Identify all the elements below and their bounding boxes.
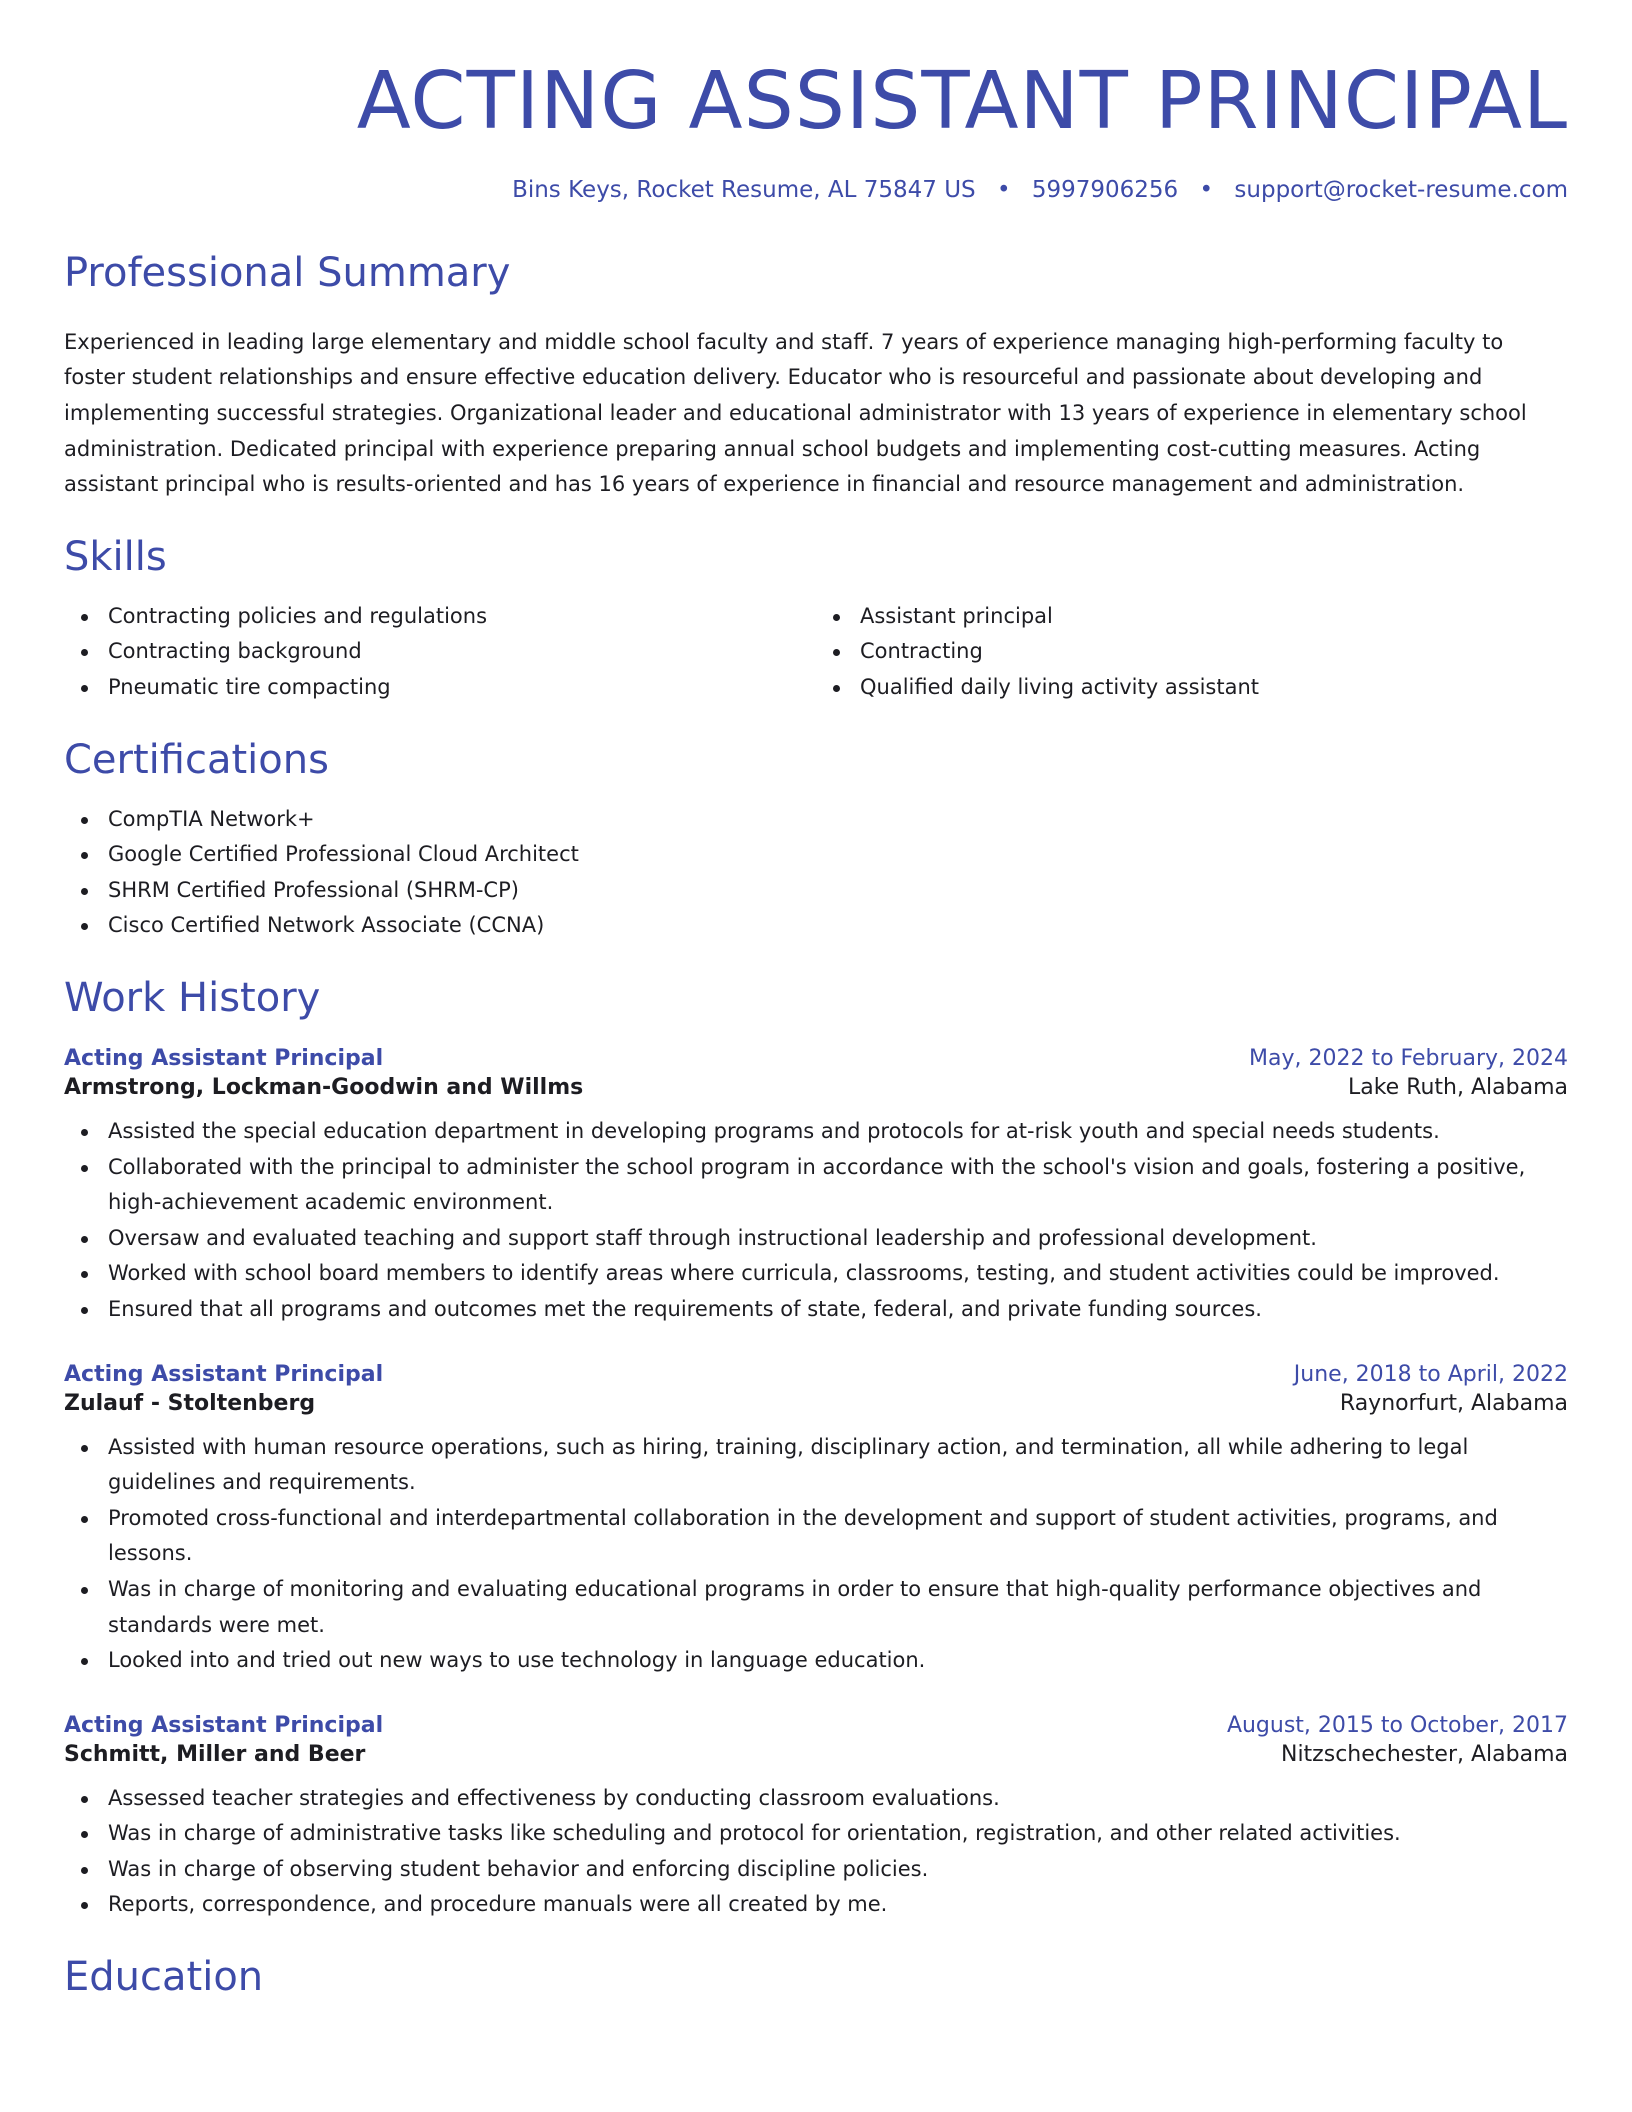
contact-phone: 5997906256 [1031,176,1179,203]
skill-item: Pneumatic tire compacting [64,670,816,706]
certification-item: SHRM Certified Professional (SHRM-CP) [64,873,1568,909]
skills-grid [64,581,1568,706]
job-bullet: Assisted the special education department in developing programs and protocols for at-risk youth and special needs students. [64,1114,1568,1150]
job-bullet: Oversaw and evaluated teaching and support staff through instructional leadership and professional development. [64,1221,1568,1257]
section-heading-work-history: Work History [64,974,321,1021]
job-bullet: Was in charge of observing student behavior and enforcing discipline policies. [64,1852,1568,1888]
section-heading-skills: Skills [64,533,167,580]
skill-item: Qualified daily living activity assistant [816,670,1568,706]
job-bullet: Collaborated with the principal to administer the school program in accordance with the school's vision and goals, fostering a positive, high-achievement academic environment. [64,1150,1568,1221]
job-company: Armstrong, Lockman-Goodwin and Willms [64,1074,584,1100]
job-entry [64,1046,1568,1328]
skills-list-left [64,599,816,706]
skill-item: Contracting [816,634,1568,670]
contact-address: Bins Keys, Rocket Resume, AL 75847 US [512,176,976,203]
job-location: Raynorfurt, Alabama [1339,1390,1568,1416]
job-title: Acting Assistant Principal [64,1712,384,1738]
skills-section [64,533,1568,706]
education-section [64,1953,1568,2001]
job-bullets [64,1781,1568,1923]
certification-item: Cisco Certified Network Associate (CCNA) [64,908,1568,944]
contact-separator: • [1199,176,1214,203]
job-company-row [64,1391,1568,1416]
section-heading-summary: Professional Summary [64,249,511,296]
job-bullet: Was in charge of administrative tasks like scheduling and protocol for orientation, registration, and other related activities. [64,1816,1568,1852]
job-company-row [64,1075,1568,1100]
job-bullet: Worked with school board members to identify areas where curricula, classrooms, testing, and student activities could be improved. [64,1256,1568,1292]
job-dates: August, 2015 to October, 2017 [1226,1712,1568,1738]
job-location: Nitzschechester, Alabama [1280,1741,1568,1767]
section-heading-education: Education [64,1954,264,2001]
work-history-section [64,974,1568,1923]
certifications-list [64,802,1568,944]
job-title: Acting Assistant Principal [64,1045,384,1071]
job-bullet: Ensured that all programs and outcomes met the requirements of state, federal, and private funding sources. [64,1292,1568,1328]
job-header-row [64,1362,1568,1387]
job-header-row [64,1713,1568,1738]
job-company: Zulauf - Stoltenberg [64,1390,316,1416]
resume-header [64,0,1568,203]
summary-section [64,249,1568,503]
job-bullets [64,1114,1568,1328]
job-header-row [64,1046,1568,1071]
certification-item: CompTIA Network+ [64,802,1568,838]
job-location: Lake Ruth, Alabama [1347,1074,1568,1100]
skill-item: Contracting background [64,634,816,670]
contact-line [64,177,1568,203]
skill-item: Assistant principal [816,599,1568,635]
job-bullet: Promoted cross-functional and interdepartmental collaboration in the development and support of student activities, programs, and lessons. [64,1501,1568,1572]
job-bullet: Assessed teacher strategies and effectiveness by conducting classroom evaluations. [64,1781,1568,1817]
contact-separator: • [996,176,1011,203]
job-bullet: Was in charge of monitoring and evaluating educational programs in order to ensure that high-quality performance objectives and standards were met. [64,1572,1568,1643]
job-bullet: Looked into and tried out new ways to use technology in language education. [64,1643,1568,1679]
job-company-row [64,1742,1568,1767]
section-heading-certifications: Certifications [64,736,329,783]
job-entry [64,1362,1568,1679]
job-bullet: Assisted with human resource operations, such as hiring, training, disciplinary action, and termination, all while adhering to legal guidelines and requirements. [64,1430,1568,1501]
certification-item: Google Certified Professional Cloud Architect [64,837,1568,873]
skills-list-right [816,599,1568,706]
job-bullet: Reports, correspondence, and procedure manuals were all created by me. [64,1887,1568,1923]
job-entry [64,1713,1568,1923]
summary-text: Experienced in leading large elementary and middle school faculty and staff. 7 years of experience managing high-performing faculty to foster student relationships and ensure effective education delivery. Educator who is resourceful and passionate about developing and implementing successful strategies. Organizational leader and educational administrator with 13 years of experience in elementary school administration. Dedicated principal with experience preparing annual school budgets and implementing cost-cutting measures. Acting assistant principal who is results-oriented and has 16 years of experience in financial and resource management and administration. [64,329,1527,497]
job-title: Acting Assistant Principal [64,1361,384,1387]
skill-item: Contracting policies and regulations [64,599,816,635]
job-bullets [64,1430,1568,1679]
job-dates: May, 2022 to February, 2024 [1249,1045,1568,1071]
resume-title: ACTING ASSISTANT PRINCIPAL [356,55,1568,147]
contact-email: support@rocket-resume.com [1234,176,1568,203]
job-dates: June, 2018 to April, 2022 [1293,1361,1568,1387]
certifications-section [64,736,1568,944]
job-company: Schmitt, Miller and Beer [64,1741,366,1767]
